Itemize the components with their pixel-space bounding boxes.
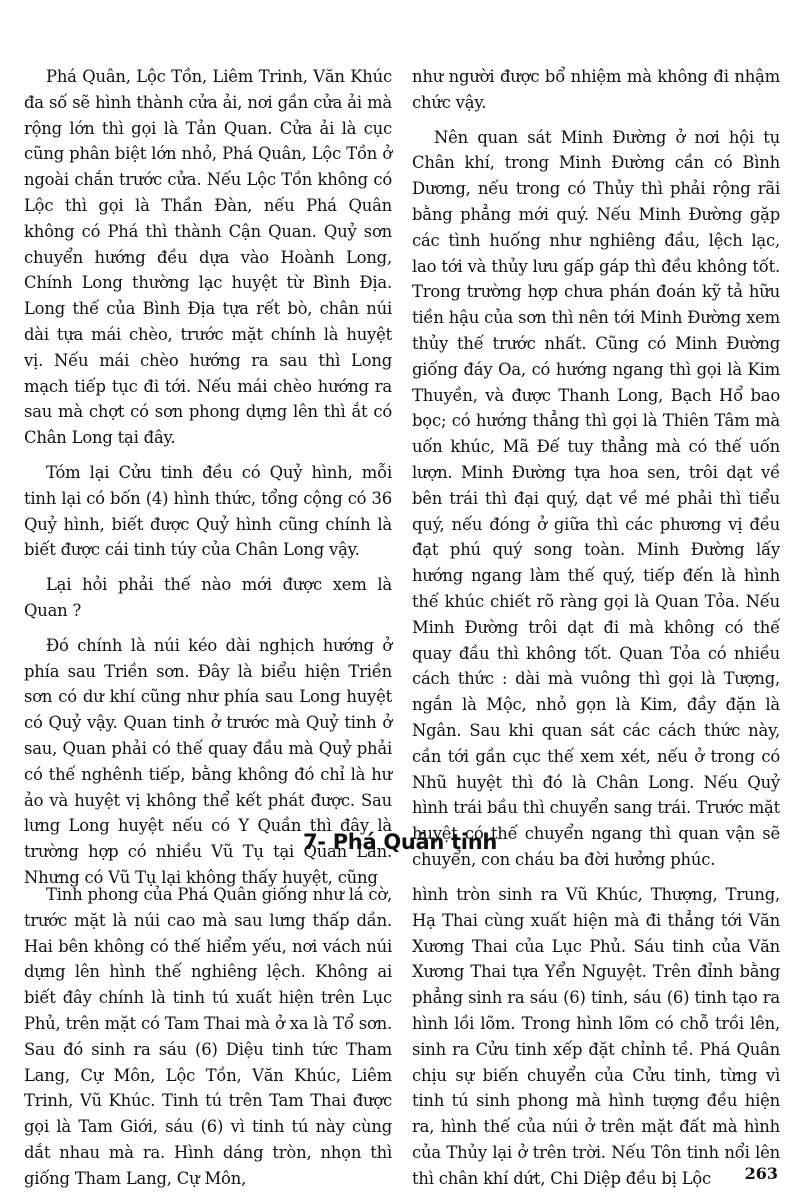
paragraph: Tinh phong của Phá Quân giống như lá cờ, trước mặt là núi cao mà sau lưng thấp dần. Hai bên không có thế hiểm yếu, nơi vách núi dựng lên hình thế nghiêng lệch. Không ai biết đây chính là tinh tú xuất hiện trên Lục Phủ, trên mặt có Tam Thai mà ở xa là Tổ sơn. Sau đó sinh ra sáu (6) Diệu tinh tức Tham Lang, Cự Môn, Lộc Tồn, Văn Khúc, Liêm Trinh, Vũ Khúc. Tinh tú trên Tam Thai được gọi là Tam Giới, sáu (6) vì tinh tú này cùng dắt nhau mà ra. Hình dáng tròn, nhọn thì giống Tham Lang, Cự Môn, <box>24 885 392 1188</box>
paragraph-continued: hình tròn sinh ra Vũ Khúc, Thượng, Trung, Hạ Thai cùng xuất hiện mà đi thẳng tới Văn Xương Thai của Lục Phủ. Sáu tinh của Văn Xương Thai tựa Yển Nguyệt. Trên đỉnh bằng phẳng sinh ra sáu (6) tinh, sáu (6) tinh tạo ra hình lồi lõm. Trong hình lõm có chỗ trồi lên, sinh ra Cửu tinh xếp đặt chỉnh tề. Phá Quân chịu sự biến chuyển của Cửu tinh, từng vì tinh tú sinh phong mà hình tượng đều hiện ra, hình thế của núi ở trên mặt đất mà hình của Thủy lại ở trên trời. Nếu Tôn tinh nổi lên thì chân khí dứt, Chi Diệp đều bị Lộc <box>412 885 780 1188</box>
section-right-column <box>412 882 780 1192</box>
section-heading: 7- Phá Quân tinh <box>302 830 498 854</box>
section-left-column <box>24 882 392 1192</box>
paragraph: Phá Quân, Lộc Tồn, Liêm Trinh, Văn Khúc đa số sẽ hình thành cửa ải, nơi gần cửa ải mà rộng lớn thì gọi là Tản Quan. Cửa ải là cục cũng phân biệt lớn nhỏ, Phá Quân, Lộc Tồn ở ngoài chắn trước cửa. Nếu Lộc Tồn không có Lộc thì gọi là Thần Đàn, nếu Phá Quân không có Phá thì thành Cận Quan. Quỷ sơn chuyển hướng đều dựa vào Hoành Long, Chính Long thường lạc huyệt từ Bình Địa. Long thế của Bình Địa tựa rết bò, chân núi dài tựa mái chèo, trước mặt chính là huyệt vị. Nếu mái chèo hướng ra sau thì Long mạch tiếp tục đi tới. Nếu mái chèo hướng ra sau mà chợt có sơn phong dựng lên thì ắt có Chân Long tại đây. <box>24 67 392 448</box>
page-number: 263 <box>744 1164 778 1183</box>
top-right-column <box>412 64 780 873</box>
paragraph: Đó chính là núi kéo dài nghịch hướng ở phía sau Triền sơn. Đây là biểu hiện Triền sơn có dư khí cũng như phía sau Long huyệt có Quỷ vậy. Quan tinh ở trước mà Quỷ tinh ở sau, Quan phải có thế quay đầu mà Quỷ phải có thế nghênh tiếp, bằng không đó chỉ là hư ảo và huyệt vị không thể kết phát được. Sau lưng Long huyệt nếu có Y Quần thì đây là trường hợp có nhiều Vũ Tụ tại Quan Lan. Nhưng có Vũ Tụ lại không thấy huyệt, cũng <box>24 635 392 887</box>
top-left-column <box>24 64 392 891</box>
paragraph-continued: như người được bổ nhiệm mà không đi nhậm chức vậy. <box>412 67 780 112</box>
paragraph: Tóm lại Cửu tinh đều có Quỷ hình, mỗi tinh lại có bốn (4) hình thức, tổng cộng có 36 Quỷ hình, biết được Quỷ hình cũng chính là biết được cái tinh túy của Chân Long vậy. <box>24 462 392 560</box>
paragraph: Lại hỏi phải thế nào mới được xem là Quan ? <box>24 575 392 620</box>
paragraph: Nên quan sát Minh Đường ở nơi hội tụ Chân khí, trong Minh Đường cần có Bình Dương, nếu trong có Thủy thì phải rộng rãi bằng phẳng mới quý. Nếu Minh Đường gặp các tình huống như nghiêng đầu, lệch lạc, lao tới và thủy lưu gấp gáp thì đều không tốt. Trong trường hợp chưa phán đoán kỹ tả hữu tiền hậu của sơn thì nên tới Minh Đường xem thủy thế trước nhất. Cũng có Minh Đường giống đáy Oa, có hướng ngang thì gọi là Kim Thuyền, và được Thanh Long, Bạch Hổ bao bọc; có hướng thẳng thì gọi là Thiên Tâm mà uốn khúc, Mã Đế tuy thẳng mà có thế uốn lượn. Minh Đường tựa hoa sen, trôi dạt về bên trái thì đại quý, dạt về mé phải thì tiểu quý, nếu đóng ở giữa thì các phương vị đều đạt phú quý song toàn. Minh Đường lấy hướng ngang làm thế quý, tiếp đến là hình thế khúc chiết rõ ràng gọi là Quan Tỏa. Nếu Minh Đường trôi dạt đi mà không có thế quay đầu thì không tốt. Quan Tỏa có nhiều cách thức : dài mà vuông thì gọi là Tượng, ngắn là Mộc, nhỏ gọn là Kim, đầy đặn là Ngân. Sau khi quan sát các cách thức này, cần tới gần cục thế xem xét, nếu ở trong có Nhũ huyệt thì đó là Chân Long. Nếu Quỷ hình trái bầu thì chuyển sang trái. Trước mặt huyệt có thế chuyển ngang thì quan vận sẽ chuyển, con cháu ba đời hưởng phúc. <box>412 127 780 869</box>
